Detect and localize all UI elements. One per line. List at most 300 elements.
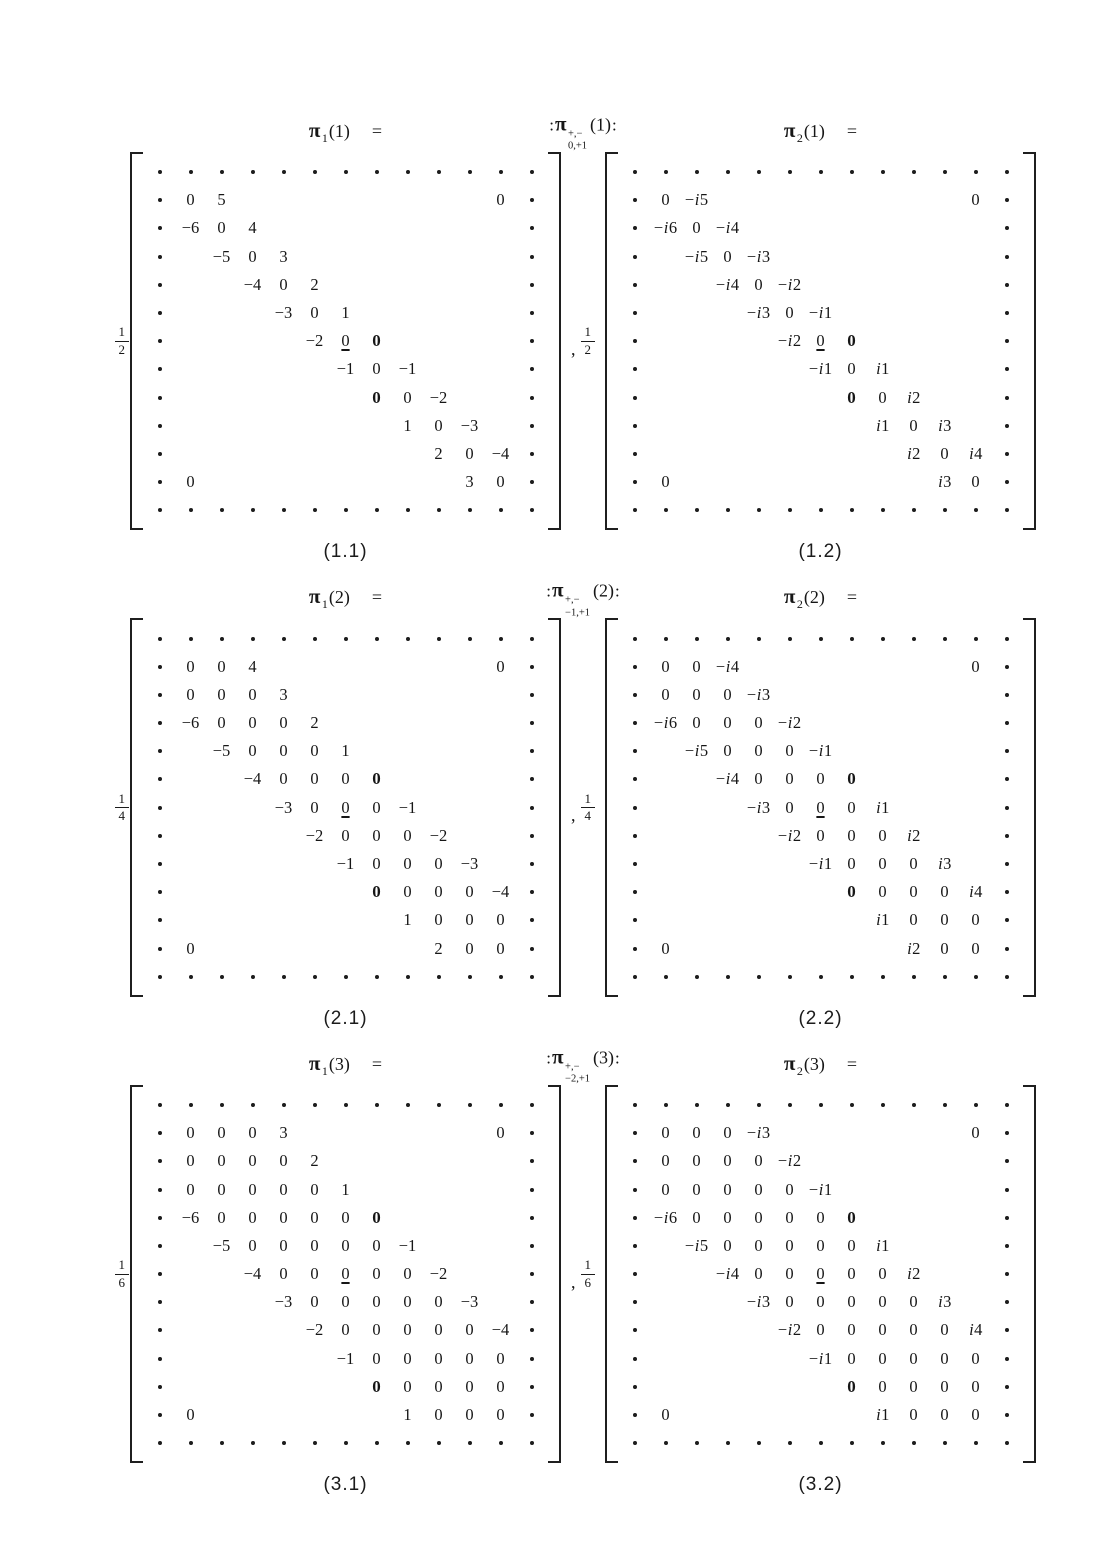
matrix-cell	[712, 412, 743, 440]
matrix-cell	[423, 765, 454, 793]
matrix-cell	[836, 1232, 867, 1260]
matrix-cell	[619, 1373, 650, 1401]
matrix-entry: 0	[692, 713, 701, 733]
matrix-cell	[237, 1175, 268, 1203]
matrix-cell	[392, 214, 423, 242]
ellipsis-dot	[158, 1385, 162, 1389]
matrix-entry: 0	[971, 1348, 980, 1368]
ellipsis-dot	[220, 1441, 224, 1445]
ellipsis-dot	[943, 1103, 947, 1107]
matrix-entry: −3	[274, 303, 293, 323]
matrix-entry: −i6	[653, 713, 678, 733]
matrix-cell	[929, 709, 960, 737]
matrix-cell	[743, 737, 774, 765]
ellipsis-dot	[819, 1441, 823, 1445]
matrix-cell	[650, 822, 681, 850]
matrix-cell	[516, 653, 547, 681]
matrix-cell	[268, 794, 299, 822]
matrix-cell	[929, 214, 960, 242]
matrix-entry: 0	[248, 246, 257, 266]
matrix-cell	[299, 878, 330, 906]
matrix-caption: (1.1)	[323, 541, 368, 563]
matrix-cell	[898, 1373, 929, 1401]
matrix-cell	[485, 1373, 516, 1401]
matrix-cell	[268, 653, 299, 681]
matrix-cell	[805, 384, 836, 412]
ellipsis-dot	[850, 170, 854, 174]
matrix-cell	[681, 1232, 712, 1260]
matrix-cell	[237, 355, 268, 383]
ellipsis-dot	[943, 975, 947, 979]
ellipsis-dot	[282, 170, 286, 174]
matrix-cell	[805, 1316, 836, 1344]
matrix-cell	[743, 1232, 774, 1260]
pi-subscript: 1	[321, 597, 328, 612]
ellipsis-dot	[530, 255, 534, 259]
matrix-cell	[650, 709, 681, 737]
ellipsis-dot	[881, 637, 885, 641]
matrix-cell	[392, 468, 423, 496]
matrix-cell	[867, 681, 898, 709]
matrix-entry: 0	[341, 797, 350, 817]
matrix-cell	[330, 327, 361, 355]
matrix-cell	[454, 158, 485, 186]
ellipsis-dot	[158, 749, 162, 753]
matrix-cell	[681, 935, 712, 963]
matrix-entry: i1	[876, 359, 890, 379]
ellipsis-dot	[1005, 918, 1009, 922]
matrix-cell	[268, 1232, 299, 1260]
matrix-cell	[774, 1373, 805, 1401]
matrix-entry: 0	[754, 274, 763, 294]
matrix-cell	[423, 1429, 454, 1457]
matrix-cell	[619, 1260, 650, 1288]
matrix-cell	[960, 624, 991, 652]
ellipsis-dot	[158, 452, 162, 456]
matrix-cell	[929, 186, 960, 214]
matrix-cell	[485, 709, 516, 737]
matrix-cell	[650, 1401, 681, 1429]
matrix-entry: 0	[971, 1405, 980, 1425]
matrix-cell	[619, 214, 650, 242]
ellipsis-dot	[633, 918, 637, 922]
matrix-cell	[485, 963, 516, 991]
matrix-entry: 3	[279, 246, 288, 266]
matrix-cell	[712, 709, 743, 737]
matrix-cell	[898, 624, 929, 652]
matrix-entry: 0	[310, 1235, 319, 1255]
matrix-cell	[805, 1373, 836, 1401]
matrix-cell	[516, 1204, 547, 1232]
matrix-cell	[206, 765, 237, 793]
matrix-cell	[206, 214, 237, 242]
matrix-cell	[867, 271, 898, 299]
matrix-cell	[836, 186, 867, 214]
matrix-cell	[867, 1316, 898, 1344]
matrix-cell	[991, 440, 1022, 468]
matrix-cell	[361, 653, 392, 681]
matrix-entry: 0	[785, 797, 794, 817]
matrix-cell	[991, 1345, 1022, 1373]
matrix-cell	[681, 850, 712, 878]
matrix-cell	[743, 468, 774, 496]
matrix-cell	[175, 1204, 206, 1232]
ellipsis-dot	[344, 170, 348, 174]
matrix-entry: 0	[909, 882, 918, 902]
matrix-entry: 0	[878, 825, 887, 845]
matrix-cell	[774, 468, 805, 496]
matrix-entry: 0	[940, 1376, 949, 1396]
matrix-cell	[454, 1288, 485, 1316]
matrix-cell	[330, 1147, 361, 1175]
ellipsis-dot	[912, 637, 916, 641]
matrix-entry: 0	[754, 1207, 763, 1227]
matrix-entry: 0	[465, 882, 474, 902]
matrix-cell	[268, 1204, 299, 1232]
matrix-cell	[268, 1401, 299, 1429]
matrix-cell	[237, 709, 268, 737]
matrix-cell	[423, 737, 454, 765]
matrix-cell	[237, 271, 268, 299]
matrix-entry: 0	[971, 938, 980, 958]
ellipsis-dot	[633, 777, 637, 781]
pi2-label	[784, 1051, 857, 1079]
matrix-cell	[898, 1175, 929, 1203]
matrix-cell	[144, 1345, 175, 1373]
matrix-cell	[681, 765, 712, 793]
ellipsis-dot	[726, 637, 730, 641]
ellipsis-dot	[912, 975, 916, 979]
matrix-entry: 0	[878, 854, 887, 874]
ellipsis-dot	[468, 637, 472, 641]
matrix-cell	[361, 935, 392, 963]
ellipsis-dot	[912, 1103, 916, 1107]
normal-ordered-pi-label	[545, 578, 620, 619]
matrix-cell	[867, 496, 898, 524]
matrix-cell	[175, 1401, 206, 1429]
ellipsis-dot	[633, 198, 637, 202]
matrix-cell	[619, 878, 650, 906]
matrix-entry: 0	[785, 303, 794, 323]
ellipsis-dot	[282, 637, 286, 641]
matrix-cell	[836, 794, 867, 822]
matrix-cell	[960, 299, 991, 327]
ellipsis-dot	[974, 975, 978, 979]
matrix-cell	[743, 1288, 774, 1316]
matrix-cell	[299, 1401, 330, 1429]
matrix-cell	[836, 681, 867, 709]
matrix-entry: 0	[217, 684, 226, 704]
left-caption-col	[132, 541, 559, 563]
matrix-entry: 0	[692, 1207, 701, 1227]
ellipsis-dot	[282, 508, 286, 512]
matrix-entry: 0	[785, 1235, 794, 1255]
matrix-cell	[619, 681, 650, 709]
matrix-entry: −i5	[684, 246, 709, 266]
matrix-cell	[206, 440, 237, 468]
matrix-cell	[175, 850, 206, 878]
matrix-cell	[836, 1373, 867, 1401]
matrix-cell	[206, 271, 237, 299]
matrix-entry: 0	[217, 218, 226, 238]
matrix-cell	[836, 1288, 867, 1316]
matrix-grid	[618, 618, 1023, 996]
matrix-entry: i1	[876, 910, 890, 930]
matrix-cell	[681, 822, 712, 850]
ellipsis-dot	[158, 1216, 162, 1220]
header-right	[607, 118, 1034, 146]
matrix-cell	[836, 737, 867, 765]
matrix-cell	[330, 1401, 361, 1429]
ellipsis-dot	[158, 947, 162, 951]
matrix-cell	[743, 384, 774, 412]
ellipsis-dot	[788, 637, 792, 641]
matrix-cell	[743, 1429, 774, 1457]
matrix-entry: −i2	[777, 825, 802, 845]
matrix-cell	[330, 1373, 361, 1401]
matrix-entry: 0	[940, 910, 949, 930]
matrix-cell	[268, 1119, 299, 1147]
ellipsis-dot	[633, 1188, 637, 1192]
ellipsis-dot	[1005, 637, 1009, 641]
matrix-cell	[454, 1345, 485, 1373]
matrix-cell	[960, 440, 991, 468]
matrix-cell	[929, 1204, 960, 1232]
matrix-cell	[681, 1119, 712, 1147]
matrix-cell	[991, 271, 1022, 299]
ellipsis-dot	[344, 975, 348, 979]
matrix-cell	[619, 1288, 650, 1316]
matrix-cell	[681, 1260, 712, 1288]
matrix-entry: 0	[186, 1405, 195, 1425]
matrix-cell	[650, 737, 681, 765]
ellipsis-dot	[158, 1328, 162, 1332]
matrix-cell	[423, 1119, 454, 1147]
matrix-cell	[960, 737, 991, 765]
ellipsis-dot	[375, 170, 379, 174]
matrix-cell	[898, 355, 929, 383]
matrix-cell	[237, 850, 268, 878]
matrix-cell	[330, 624, 361, 652]
matrix-cell	[712, 653, 743, 681]
matrix-cell	[681, 1288, 712, 1316]
matrix-cell	[619, 355, 650, 383]
matrix-cell	[774, 794, 805, 822]
matrix-cell	[206, 681, 237, 709]
matrix-cell	[144, 1204, 175, 1232]
matrix-entry: 0	[403, 1264, 412, 1284]
matrix-cell	[144, 737, 175, 765]
matrix-cell	[330, 878, 361, 906]
matrix-cell	[898, 1401, 929, 1429]
matrix-cell	[898, 214, 929, 242]
matrix-cell	[330, 1316, 361, 1344]
matrix-entry: −i2	[777, 713, 802, 733]
matrix-cell	[929, 935, 960, 963]
matrix-cell	[454, 624, 485, 652]
matrix-cell	[330, 271, 361, 299]
matrix-cell	[299, 468, 330, 496]
matrix-cell	[423, 935, 454, 963]
matrix-cell	[423, 878, 454, 906]
matrix-cell	[774, 1232, 805, 1260]
matrix-entry: 1	[403, 1405, 412, 1425]
matrix-cell	[774, 935, 805, 963]
matrix-cell	[330, 653, 361, 681]
matrix-cell	[991, 355, 1022, 383]
matrix-cell	[991, 186, 1022, 214]
matrix-cell	[268, 1429, 299, 1457]
matrix-cell	[175, 496, 206, 524]
matrix-cell	[330, 440, 361, 468]
matrix-cell	[867, 1429, 898, 1457]
matrix-cell	[712, 906, 743, 934]
matrix-cell	[712, 355, 743, 383]
ellipsis-dot	[695, 1103, 699, 1107]
ellipsis-dot	[530, 1103, 534, 1107]
matrix-cell	[268, 1260, 299, 1288]
matrix-cell	[650, 299, 681, 327]
matrix-cell	[650, 271, 681, 299]
matrix-cell	[516, 709, 547, 737]
matrix-cell	[144, 1373, 175, 1401]
matrix-entry: 0	[785, 1179, 794, 1199]
matrix-cell	[423, 271, 454, 299]
matrix-cell	[712, 737, 743, 765]
matrix-cell	[929, 158, 960, 186]
matrix-entry: 0	[847, 1264, 856, 1284]
matrix-cell	[836, 822, 867, 850]
matrix-cell	[991, 1401, 1022, 1429]
ellipsis-dot	[499, 508, 503, 512]
ellipsis-dot	[819, 170, 823, 174]
ellipsis-dot	[530, 1188, 534, 1192]
matrix-entry: 0	[971, 910, 980, 930]
matrix-cell	[175, 384, 206, 412]
left-caption-col	[132, 1008, 559, 1030]
matrix-cell	[330, 243, 361, 271]
matrix-cell	[929, 1373, 960, 1401]
matrix-entry: −i1	[808, 303, 833, 323]
matrix-cell	[330, 158, 361, 186]
matrix-cell	[237, 186, 268, 214]
matrix-cell	[423, 681, 454, 709]
matrix-cell	[330, 214, 361, 242]
matrix-cell	[712, 496, 743, 524]
ellipsis-dot	[344, 508, 348, 512]
matrix-cell	[144, 709, 175, 737]
ellipsis-dot	[633, 1300, 637, 1304]
matrix-cell	[929, 299, 960, 327]
matrix-cell	[898, 765, 929, 793]
matrix-cell	[712, 963, 743, 991]
ellipsis-dot	[819, 637, 823, 641]
matrix-cell	[681, 963, 712, 991]
matrix-cell	[206, 1429, 237, 1457]
matrix-cell	[898, 1429, 929, 1457]
matrix-cell	[743, 1119, 774, 1147]
matrix-cell	[423, 468, 454, 496]
ellipsis-dot	[633, 975, 637, 979]
matrix-cell	[144, 186, 175, 214]
matrix-entry: −2	[305, 1320, 324, 1340]
ellipsis-dot	[499, 637, 503, 641]
matrix-cell	[361, 1147, 392, 1175]
matrix-cell	[681, 1175, 712, 1203]
matrix-cell	[774, 271, 805, 299]
ellipsis-dot	[530, 452, 534, 456]
matrix-cell	[619, 737, 650, 765]
ellipsis-dot	[530, 311, 534, 315]
matrix-cell	[650, 1345, 681, 1373]
matrix-cell	[960, 1175, 991, 1203]
matrix-cell	[805, 681, 836, 709]
matrix-entry: 0	[971, 1376, 980, 1396]
ellipsis-dot	[530, 806, 534, 810]
matrix-cell	[743, 1091, 774, 1119]
ellipsis-dot	[819, 975, 823, 979]
matrix-entry: 0	[372, 1292, 381, 1312]
matrix-cell	[516, 906, 547, 934]
matrix-cell	[712, 1232, 743, 1260]
matrix-cell	[206, 468, 237, 496]
matrix-cell	[991, 243, 1022, 271]
matrix-cell	[299, 1147, 330, 1175]
matrix-cell	[175, 963, 206, 991]
matrix-cell	[898, 271, 929, 299]
matrix-cell	[898, 850, 929, 878]
matrix-cell	[268, 355, 299, 383]
matrix-cell	[485, 440, 516, 468]
matrix-entry: 0	[217, 1151, 226, 1171]
ellipsis-dot	[158, 283, 162, 287]
matrix-cell	[454, 384, 485, 412]
matrix-entry: 0	[754, 1235, 763, 1255]
separator-comma: ,	[571, 805, 576, 826]
matrix-cell	[774, 653, 805, 681]
matrix-cell	[237, 906, 268, 934]
matrix-cell	[299, 1175, 330, 1203]
matrix-cell	[619, 1345, 650, 1373]
ellipsis-dot	[158, 1131, 162, 1135]
matrix-entry: 0	[496, 656, 505, 676]
ellipsis-dot	[1005, 1413, 1009, 1417]
matrix-cell	[991, 214, 1022, 242]
matrix-caption: (2.2)	[798, 1007, 843, 1029]
ellipsis-dot	[1005, 480, 1009, 484]
matrix-cell	[836, 355, 867, 383]
matrix-cell	[423, 1373, 454, 1401]
matrix-cell	[929, 822, 960, 850]
matrix-cell	[299, 794, 330, 822]
ellipsis-dot	[220, 637, 224, 641]
matrix-cell	[619, 243, 650, 271]
matrix-cell	[774, 214, 805, 242]
fraction-denominator: 2	[118, 341, 125, 357]
matrix-entry: 0	[785, 741, 794, 761]
matrix-cell	[743, 1401, 774, 1429]
matrix-entry: i4	[969, 882, 983, 902]
matrix-cell	[619, 412, 650, 440]
pi-symbol: π	[308, 118, 321, 142]
matrix-cell	[144, 1119, 175, 1147]
matrix-cell	[144, 624, 175, 652]
matrix-cell	[423, 1175, 454, 1203]
matrix-cell	[392, 681, 423, 709]
matrix-entry: −i2	[777, 274, 802, 294]
matrix-entry: −i3	[746, 1292, 771, 1312]
matrix-cell	[206, 653, 237, 681]
